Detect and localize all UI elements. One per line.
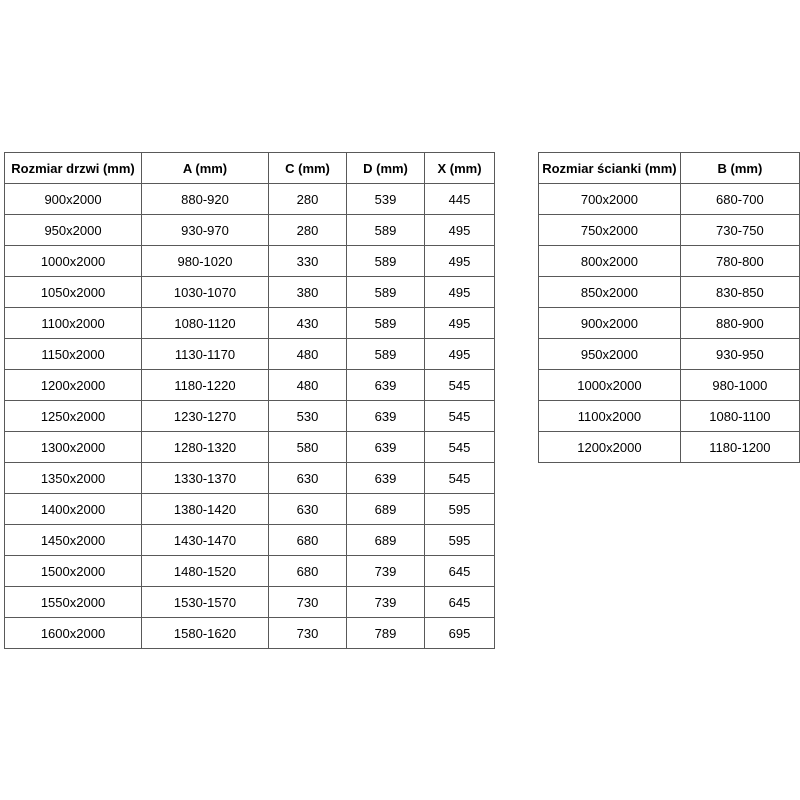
table-cell: 1130-1170 [142,339,269,370]
table-cell: 850x2000 [539,277,681,308]
table-cell: 830-850 [680,277,799,308]
table-cell: 1050x2000 [5,277,142,308]
table-row [5,587,495,618]
table-cell: 1500x2000 [5,556,142,587]
table-cell: 495 [425,277,495,308]
table-cell: 589 [347,308,425,339]
table-row [539,401,800,432]
table-cell: 595 [425,525,495,556]
table-cell: 1230-1270 [142,401,269,432]
table-row [539,308,800,339]
wall-size-table-header [539,153,800,184]
table-row [539,432,800,463]
table-cell: 589 [347,277,425,308]
table-cell: 589 [347,339,425,370]
table-cell: 630 [269,463,347,494]
table-cell: 1580-1620 [142,618,269,649]
table-cell: 1300x2000 [5,432,142,463]
column-header: A (mm) [142,153,269,184]
door-size-table-header [5,153,495,184]
table-cell: 380 [269,277,347,308]
table-cell: 689 [347,494,425,525]
table-cell: 480 [269,370,347,401]
table-cell: 730 [269,587,347,618]
table-cell: 545 [425,401,495,432]
table-cell: 645 [425,587,495,618]
table-cell: 1000x2000 [539,370,681,401]
table-cell: 739 [347,587,425,618]
table-row [5,432,495,463]
door-size-table [4,152,495,649]
table-cell: 595 [425,494,495,525]
table-row [5,339,495,370]
table-cell: 580 [269,432,347,463]
table-row [5,215,495,246]
table-cell: 530 [269,401,347,432]
table-cell: 1000x2000 [5,246,142,277]
table-cell: 445 [425,184,495,215]
column-header: Rozmiar drzwi (mm) [5,153,142,184]
table-cell: 1430-1470 [142,525,269,556]
table-cell: 545 [425,370,495,401]
table-cell: 1200x2000 [539,432,681,463]
column-header: C (mm) [269,153,347,184]
table-row [539,339,800,370]
table-cell: 950x2000 [539,339,681,370]
table-cell: 789 [347,618,425,649]
wall-size-table-body [539,184,800,463]
table-row [539,215,800,246]
table-row [5,618,495,649]
table-row [5,556,495,587]
table-row [539,246,800,277]
table-row [5,277,495,308]
table-cell: 639 [347,401,425,432]
wall-size-table [538,152,800,463]
table-cell: 695 [425,618,495,649]
table-cell: 950x2000 [5,215,142,246]
table-cell: 430 [269,308,347,339]
table-row [539,370,800,401]
table-cell: 1350x2000 [5,463,142,494]
table-cell: 1600x2000 [5,618,142,649]
table-row [5,401,495,432]
table-cell: 800x2000 [539,246,681,277]
table-cell: 645 [425,556,495,587]
column-header: B (mm) [680,153,799,184]
table-cell: 480 [269,339,347,370]
table-cell: 1380-1420 [142,494,269,525]
table-row [539,184,800,215]
table-cell: 1180-1220 [142,370,269,401]
table-cell: 495 [425,246,495,277]
table-cell: 1250x2000 [5,401,142,432]
column-header: X (mm) [425,153,495,184]
table-cell: 589 [347,246,425,277]
table-cell: 980-1020 [142,246,269,277]
header-row [539,153,800,184]
table-row [5,184,495,215]
table-cell: 1080-1120 [142,308,269,339]
table-cell: 280 [269,184,347,215]
table-cell: 900x2000 [5,184,142,215]
table-cell: 730 [269,618,347,649]
table-cell: 739 [347,556,425,587]
table-cell: 639 [347,463,425,494]
table-cell: 730-750 [680,215,799,246]
table-cell: 630 [269,494,347,525]
table-cell: 1100x2000 [5,308,142,339]
door-size-table-body [5,184,495,649]
table-cell: 589 [347,215,425,246]
header-row [5,153,495,184]
table-cell: 1030-1070 [142,277,269,308]
table-cell: 900x2000 [539,308,681,339]
table-cell: 1280-1320 [142,432,269,463]
table-cell: 1450x2000 [5,525,142,556]
table-cell: 750x2000 [539,215,681,246]
table-cell: 680-700 [680,184,799,215]
table-row [5,370,495,401]
table-cell: 930-950 [680,339,799,370]
table-row [5,308,495,339]
table-cell: 1150x2000 [5,339,142,370]
table-cell: 980-1000 [680,370,799,401]
table-cell: 280 [269,215,347,246]
table-cell: 330 [269,246,347,277]
column-header: Rozmiar ścianki (mm) [539,153,681,184]
table-row [5,246,495,277]
table-cell: 780-800 [680,246,799,277]
table-cell: 495 [425,215,495,246]
table-cell: 700x2000 [539,184,681,215]
table-cell: 1080-1100 [680,401,799,432]
table-cell: 680 [269,556,347,587]
table-cell: 1100x2000 [539,401,681,432]
table-cell: 689 [347,525,425,556]
table-cell: 495 [425,308,495,339]
table-row [5,463,495,494]
table-cell: 1400x2000 [5,494,142,525]
table-cell: 539 [347,184,425,215]
table-cell: 1180-1200 [680,432,799,463]
table-cell: 639 [347,370,425,401]
table-cell: 639 [347,432,425,463]
table-cell: 880-900 [680,308,799,339]
table-row [5,494,495,525]
table-cell: 1530-1570 [142,587,269,618]
table-cell: 1480-1520 [142,556,269,587]
table-cell: 495 [425,339,495,370]
table-cell: 1550x2000 [5,587,142,618]
table-cell: 930-970 [142,215,269,246]
table-row [5,525,495,556]
table-cell: 545 [425,432,495,463]
table-cell: 680 [269,525,347,556]
table-cell: 1200x2000 [5,370,142,401]
table-row [539,277,800,308]
table-cell: 880-920 [142,184,269,215]
column-header: D (mm) [347,153,425,184]
table-cell: 1330-1370 [142,463,269,494]
table-cell: 545 [425,463,495,494]
